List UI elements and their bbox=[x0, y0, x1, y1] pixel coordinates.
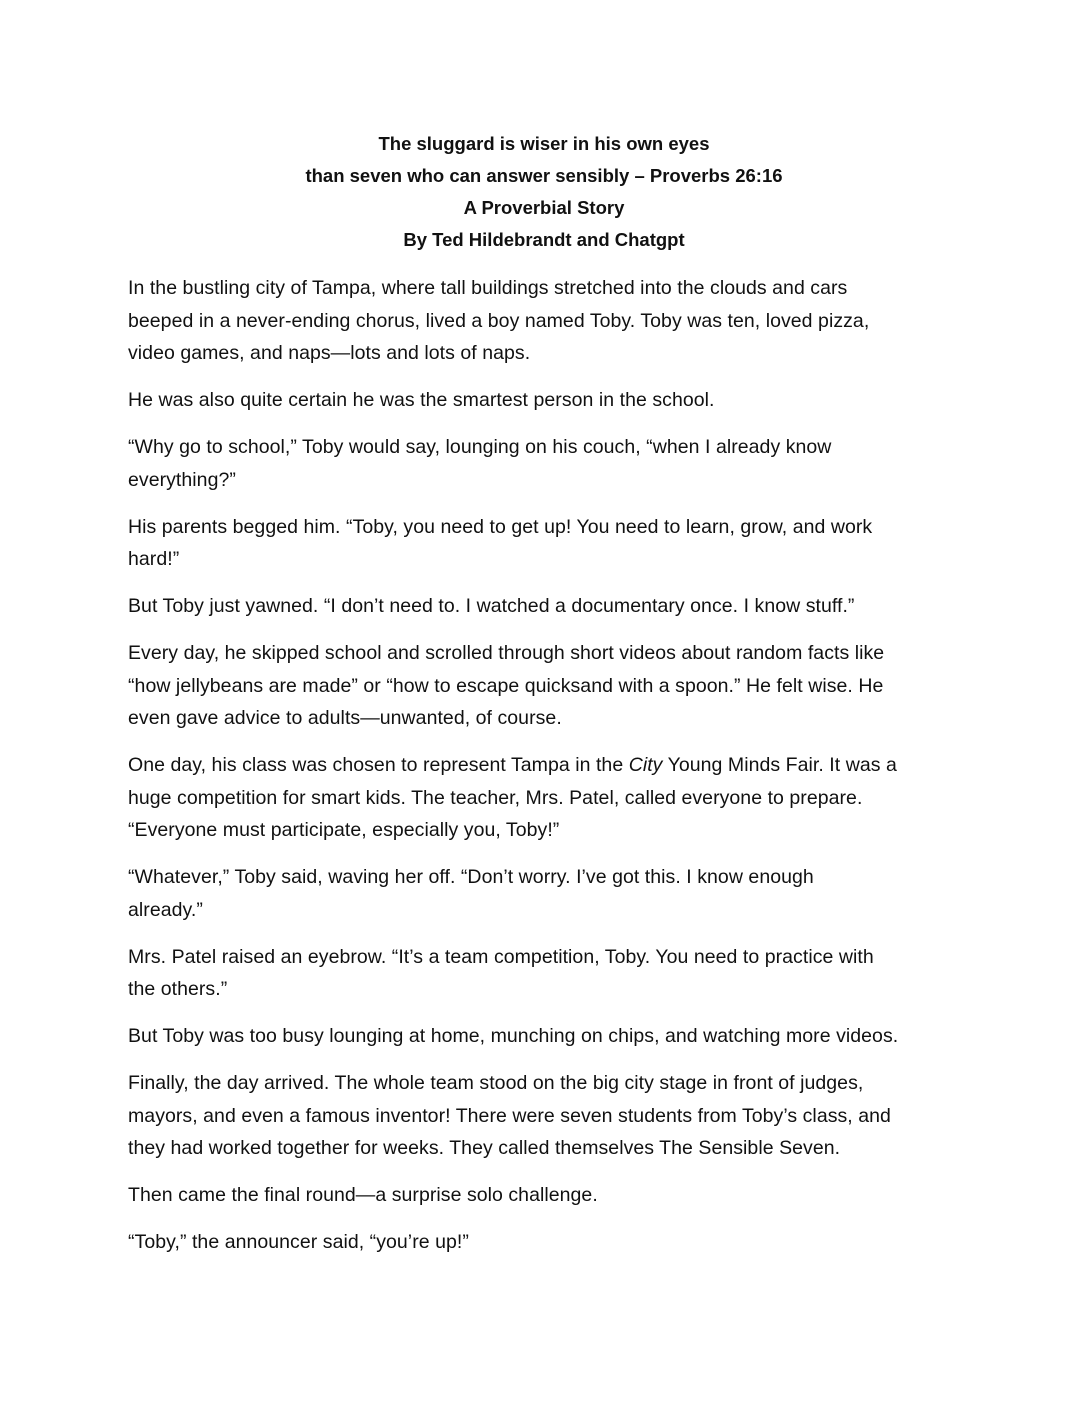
text-line: Then came the final round—a surprise solo challenge. bbox=[128, 1184, 598, 1206]
epigraph-line-1: The sluggard is wiser in his own eyes bbox=[378, 133, 710, 154]
paragraph bbox=[128, 272, 968, 370]
paragraph bbox=[128, 1067, 968, 1165]
text-line bbox=[128, 749, 968, 782]
text-line: He was also quite certain he was the smartest person in the school. bbox=[128, 389, 715, 411]
paragraph bbox=[128, 861, 968, 926]
text-line: Mrs. Patel raised an eyebrow. “It’s a team competition, Toby. You need to practice with bbox=[128, 945, 874, 968]
text-line: “Toby,” the announcer said, “you’re up!” bbox=[128, 1231, 469, 1253]
text-line: mayors, and even a famous inventor! There were seven students from Toby’s class, and bbox=[128, 1104, 891, 1127]
paragraph bbox=[128, 1020, 968, 1053]
epigraph-line-2: than seven who can answer sensibly – Proverbs 26:16 bbox=[305, 165, 783, 186]
text-line: His parents begged him. “Toby, you need to get up! You need to learn, grow, and work bbox=[128, 515, 873, 538]
text-line: “Why go to school,” Toby would say, lounging on his couch, “when I already know bbox=[128, 436, 832, 458]
text-run: One day, his class was chosen to represent Tampa in the bbox=[128, 754, 629, 776]
text-line: But Toby just yawned. “I don’t need to. I watched a documentary once. I know stuff.” bbox=[128, 595, 855, 617]
paragraph bbox=[128, 431, 968, 496]
text-line: video games, and naps—lots and lots of naps. bbox=[128, 342, 531, 364]
paragraph bbox=[128, 637, 968, 735]
paragraph bbox=[128, 590, 968, 623]
text-line: even gave advice to adults—unwanted, of course. bbox=[128, 707, 562, 729]
text-line: In the bustling city of Tampa, where tall buildings stretched into the clouds and cars bbox=[128, 277, 848, 299]
text-line: “Everyone must participate, especially you, Toby!” bbox=[128, 819, 560, 841]
text-line: everything?” bbox=[128, 468, 236, 491]
paragraph-competition bbox=[128, 749, 968, 847]
story-header bbox=[0, 128, 1088, 256]
text-line: hard!” bbox=[128, 548, 180, 570]
text-line: “Whatever,” Toby said, waving her off. “Don’t worry. I’ve got this. I know enough bbox=[128, 866, 814, 888]
text-run: Young Minds Fair. It was a bbox=[662, 754, 897, 776]
paragraph bbox=[128, 941, 968, 1006]
text-line: But Toby was too busy lounging at home, munching on chips, and watching more videos. bbox=[128, 1025, 899, 1047]
text-line: already.” bbox=[128, 898, 203, 921]
text-line: Finally, the day arrived. The whole team stood on the big city stage in front of judges, bbox=[128, 1072, 864, 1094]
italic-word: City bbox=[628, 754, 663, 776]
story-body bbox=[128, 272, 968, 1273]
text-line: the others.” bbox=[128, 978, 228, 1000]
text-line: beeped in a never-ending chorus, lived a boy named Toby. Toby was ten, loved pizza, bbox=[128, 309, 870, 332]
paragraph bbox=[128, 511, 968, 576]
text-line: huge competition for smart kids. The teacher, Mrs. Patel, called everyone to prepare. bbox=[128, 786, 863, 809]
text-line: Every day, he skipped school and scrolled through short videos about random facts like bbox=[128, 642, 885, 664]
paragraph bbox=[128, 384, 968, 417]
text-line: “how jellybeans are made” or “how to escape quicksand with a spoon.” He felt wise. He bbox=[128, 674, 884, 697]
paragraph bbox=[128, 1179, 968, 1212]
story-byline: By Ted Hildebrandt and Chatgpt bbox=[403, 229, 685, 250]
story-subtitle: A Proverbial Story bbox=[463, 197, 625, 218]
paragraph bbox=[128, 1226, 968, 1259]
text-line: they had worked together for weeks. They called themselves The Sensible Seven. bbox=[128, 1137, 841, 1159]
